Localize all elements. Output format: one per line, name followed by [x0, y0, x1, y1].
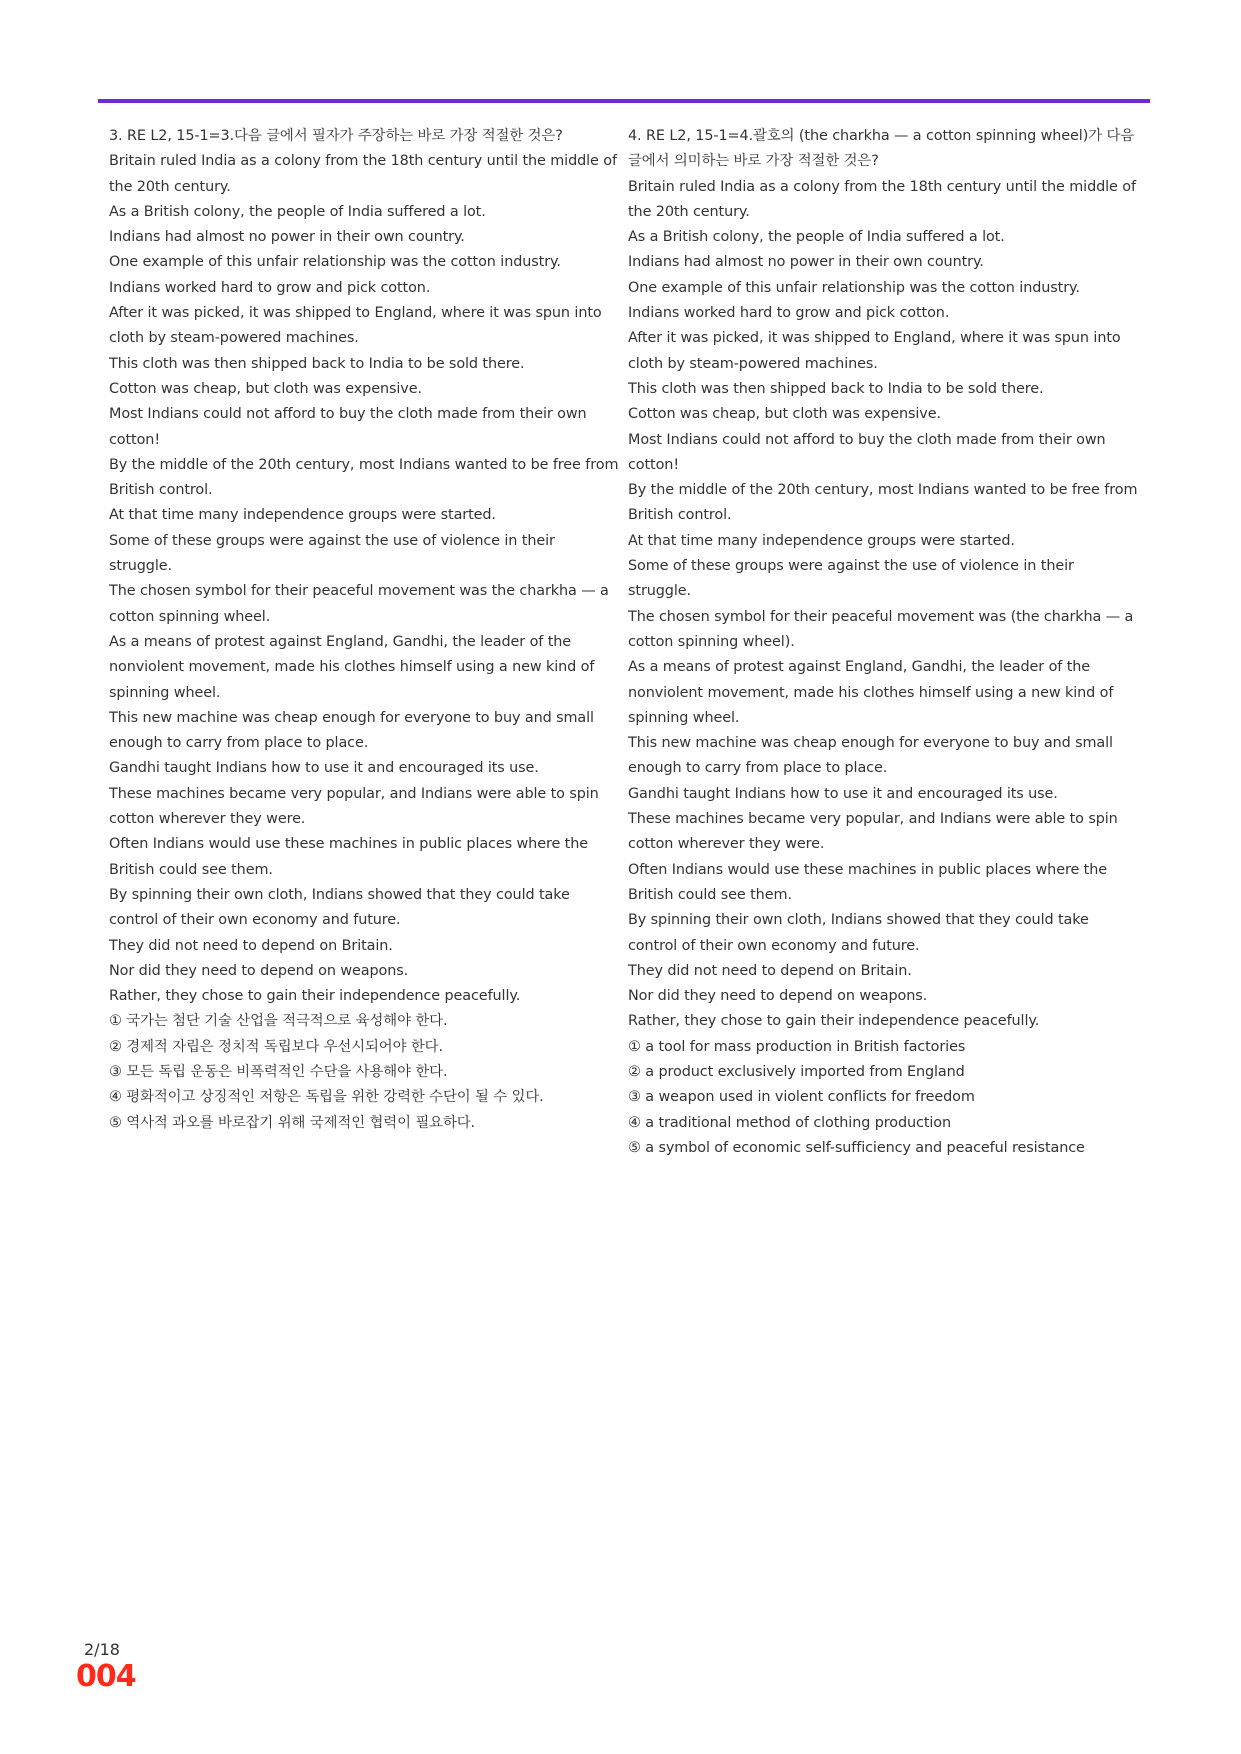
- question-3-title: 3. RE L2, 15-1=3.다음 글에서 필자가 주장하는 바로 가장 적절한 것은?: [109, 128, 563, 144]
- passage-line: The chosen symbol for their peaceful movement was (the charkha — a cotton spinning wheel).: [628, 608, 1138, 650]
- passage-line: By spinning their own cloth, Indians showed that they could take control of their own economy and future.: [628, 912, 1094, 954]
- answer-choice-4: ④ a traditional method of clothing production: [628, 1114, 952, 1131]
- passage-line: This cloth was then shipped back to India to be sold there.: [628, 380, 1044, 397]
- question-4-column: [628, 124, 1142, 1161]
- passage-line: Indians worked hard to grow and pick cotton.: [628, 305, 950, 322]
- answer-choice-3: ③ a weapon used in violent conflicts for freedom: [628, 1089, 975, 1106]
- passage-line: Britain ruled India as a colony from the 18th century until the middle of the 20th century.: [628, 178, 1141, 220]
- passage-line: After it was picked, it was shipped to England, where it was spun into cloth by steam-powered machines.: [628, 330, 1126, 372]
- answer-choice-2: ② 경제적 자립은 정치적 독립보다 우선시되어야 한다.: [109, 1038, 443, 1055]
- passage-line: Indians had almost no power in their own country.: [109, 229, 465, 246]
- passage-line: Indians worked hard to grow and pick cotton.: [109, 279, 431, 296]
- passage-line: Rather, they chose to gain their independence peacefully.: [628, 1013, 1040, 1030]
- passage-line: Often Indians would use these machines in public places where the British could see them.: [109, 836, 593, 878]
- passage-line: They did not need to depend on Britain.: [628, 962, 912, 979]
- passage-line: This new machine was cheap enough for everyone to buy and small enough to carry from place to place.: [109, 709, 599, 752]
- passage-line: By the middle of the 20th century, most Indians wanted to be free from British control.: [628, 482, 1142, 524]
- passage-line: Cotton was cheap, but cloth was expensive.: [628, 406, 941, 423]
- page-number: 2/18: [84, 1640, 120, 1659]
- passage-line: Gandhi taught Indians how to use it and encouraged its use.: [109, 760, 539, 777]
- passage-line: Rather, they chose to gain their independence peacefully.: [109, 988, 521, 1005]
- passage-line: This cloth was then shipped back to India to be sold there.: [109, 355, 525, 372]
- answer-choice-1: ① 국가는 첨단 기술 산업을 적극적으로 육성해야 한다.: [109, 1013, 448, 1030]
- passage-line: By the middle of the 20th century, most Indians wanted to be free from British control.: [109, 456, 623, 499]
- passage-line: As a British colony, the people of India suffered a lot.: [109, 203, 486, 220]
- passage-line: Often Indians would use these machines in public places where the British could see them.: [628, 861, 1112, 903]
- answer-choice-3: ③ 모든 독립 운동은 비폭력적인 수단을 사용해야 한다.: [109, 1063, 448, 1080]
- passage-line: Gandhi taught Indians how to use it and encouraged its use.: [628, 785, 1058, 802]
- answer-choice-2: ② a product exclusively imported from England: [628, 1063, 965, 1080]
- answer-choice-1: ① a tool for mass production in British factories: [628, 1038, 966, 1055]
- passage-line: They did not need to depend on Britain.: [109, 937, 393, 954]
- passage-line: Britain ruled India as a colony from the 18th century until the middle of the 20th century.: [109, 153, 622, 195]
- answer-choice-5: ⑤ 역사적 과오를 바로잡기 위해 국제적인 협력이 필요하다.: [109, 1114, 476, 1131]
- question-3-column: [109, 124, 623, 1136]
- passage-line: This new machine was cheap enough for everyone to buy and small enough to carry from place to place.: [628, 735, 1118, 777]
- passage-line: By spinning their own cloth, Indians showed that they could take control of their own economy and future.: [109, 886, 575, 929]
- passage-line: At that time many independence groups were started.: [109, 507, 496, 524]
- question-4-title: 4. RE L2, 15-1=4.괄호의 (the charkha — a cotton spinning wheel)가 다음 글에서 의미하는 바로 가장 적절한 것은?: [628, 128, 1139, 170]
- answer-choice-5: ⑤ a symbol of economic self-sufficiency and peaceful resistance: [628, 1139, 1085, 1156]
- passage-line: At that time many independence groups were started.: [628, 532, 1015, 549]
- passage-line: As a means of protest against England, Gandhi, the leader of the nonviolent movement, made his clothes himself using a new kind of spinning wheel.: [109, 633, 599, 701]
- passage-line: Nor did they need to depend on weapons.: [628, 988, 928, 1005]
- passage-line: One example of this unfair relationship was the cotton industry.: [628, 279, 1080, 296]
- passage-line: These machines became very popular, and Indians were able to spin cotton wherever they were.: [109, 785, 604, 828]
- passage-line: After it was picked, it was shipped to England, where it was spun into cloth by steam-powered machines.: [109, 305, 607, 347]
- passage-line: As a British colony, the people of India suffered a lot.: [628, 229, 1005, 246]
- passage-line: Most Indians could not afford to buy the cloth made from their own cotton!: [628, 431, 1111, 473]
- passage-line: The chosen symbol for their peaceful movement was the charkha — a cotton spinning wheel.: [109, 583, 614, 625]
- passage-line: These machines became very popular, and Indians were able to spin cotton wherever they were.: [628, 811, 1123, 853]
- answer-choice-4: ④ 평화적이고 상징적인 저항은 독립을 위한 강력한 수단이 될 수 있다.: [109, 1089, 544, 1106]
- passage-line: Some of these groups were against the use of violence in their struggle.: [628, 558, 1079, 600]
- document-code-number: 004: [76, 1659, 136, 1694]
- passage-line: Cotton was cheap, but cloth was expensive.: [109, 380, 422, 397]
- passage-line: As a means of protest against England, Gandhi, the leader of the nonviolent movement, made his clothes himself using a new kind of spinning wheel.: [628, 659, 1118, 726]
- passage-line: Most Indians could not afford to buy the cloth made from their own cotton!: [109, 406, 592, 448]
- passage-line: Indians had almost no power in their own country.: [628, 254, 984, 271]
- passage-line: One example of this unfair relationship was the cotton industry.: [109, 254, 561, 271]
- passage-line: Nor did they need to depend on weapons.: [109, 962, 409, 979]
- header-divider: [98, 99, 1150, 103]
- passage-line: Some of these groups were against the use of violence in their struggle.: [109, 532, 560, 575]
